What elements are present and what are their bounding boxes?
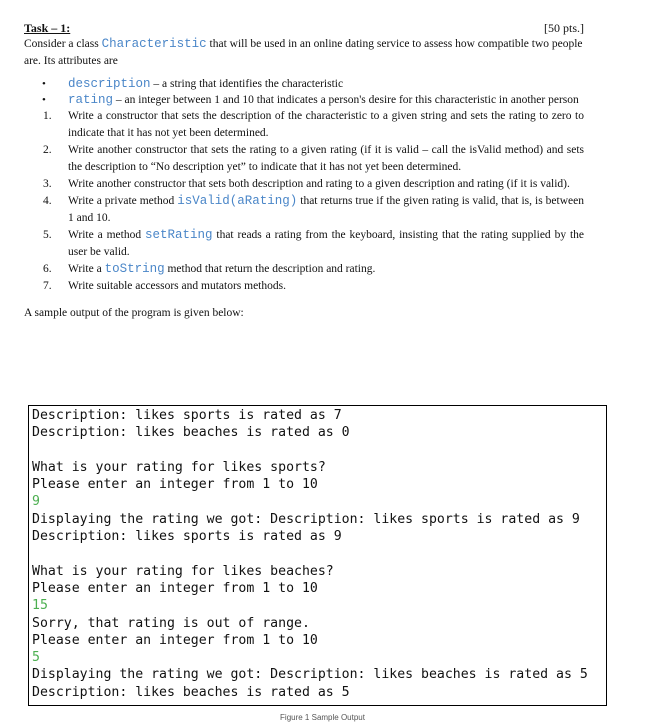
step-text: Write suitable accessors and mutators methods.: [68, 280, 286, 292]
attribute-name: rating: [68, 93, 114, 107]
step-number: 5.: [43, 229, 52, 241]
console-line: Please enter an integer from 1 to 10: [32, 632, 318, 648]
console-user-input: 5: [32, 650, 40, 666]
attribute-list: [24, 76, 584, 108]
console-line: Description: likes sports is rated as 9: [32, 529, 342, 545]
step-text-pre: Write a: [68, 263, 105, 275]
attribute-description: – a string that identifies the characteristic: [150, 78, 344, 90]
task-header: [24, 20, 584, 36]
console-line: What is your rating for likes beaches?: [32, 563, 334, 579]
figure-caption: Figure 1 Sample Output: [280, 713, 365, 722]
attribute-item: [24, 92, 584, 108]
step-text-post: that returns true if the given rating is valid, that is, is between 1 and 10.: [68, 195, 584, 224]
step-code: setRating: [144, 228, 213, 242]
step-item: [24, 193, 584, 227]
console-line: What is your rating for likes sports?: [32, 459, 326, 475]
step-number: 6.: [43, 263, 52, 275]
console-user-input: 9: [32, 494, 40, 510]
console-line: [32, 545, 606, 562]
class-name: Characteristic: [101, 37, 207, 51]
console-line: Description: likes beaches is rated as 5: [32, 684, 350, 700]
step-text: Write a constructor that sets the description of the characteristic to a given string and sets the rating to zero to indicate that it has not yet been determined.: [68, 110, 584, 139]
console-line: Displaying the rating we got: Description: likes sports is rated as 9: [32, 511, 580, 527]
step-number: 7.: [43, 280, 52, 292]
step-item: [24, 142, 584, 176]
attribute-item: [24, 76, 584, 92]
intro-text-2: that will be used in an online dating service to assess how compatible two people are. Its attributes are: [24, 38, 583, 67]
step-list: [24, 108, 584, 295]
console-line: Displaying the rating we got: Description: likes beaches is rated as 5: [32, 667, 588, 683]
step-code: isValid(aRating): [177, 194, 298, 208]
step-item: [24, 108, 584, 142]
step-item: [24, 176, 584, 193]
step-item: [24, 227, 584, 261]
step-number: 3.: [43, 178, 52, 190]
step-code: toString: [104, 262, 165, 276]
console-user-input: 15: [32, 598, 48, 614]
step-text-post: method that return the description and rating.: [164, 263, 376, 275]
console-line: [32, 442, 606, 459]
step-text: Write another constructor that sets the rating to a given rating (if it is valid – call the isValid method) and sets the description to “No description yet” to indicate that it has not yet been determined.: [68, 144, 584, 173]
step-number: 2.: [43, 144, 52, 156]
bullet-icon: •: [42, 94, 46, 106]
task-title: Task – 1:: [24, 21, 71, 35]
step-text-pre: Write a method: [68, 229, 145, 241]
attribute-name: description: [68, 77, 151, 91]
sample-note: A sample output of the program is given below:: [24, 307, 244, 319]
intro-paragraph: [24, 36, 584, 70]
step-item: [24, 261, 584, 278]
console-line: Please enter an integer from 1 to 10: [32, 477, 318, 493]
attribute-description: – an integer between 1 and 10 that indicates a person's desire for this characteristic in another person: [113, 94, 579, 106]
step-text-post: that reads a rating from the keyboard, insisting that the rating supplied by the user be valid.: [68, 229, 584, 258]
step-number: 4.: [43, 195, 52, 207]
console-line: Please enter an integer from 1 to 10: [32, 580, 318, 596]
sample-output-console: [28, 405, 607, 706]
task-points: [50 pts.]: [544, 21, 584, 35]
console-line: Sorry, that rating is out of range.: [32, 615, 310, 631]
bullet-icon: •: [42, 78, 46, 90]
step-text-pre: Write a private method: [68, 195, 178, 207]
step-item: [24, 278, 584, 295]
console-line: Description: likes beaches is rated as 0: [32, 425, 350, 441]
step-number: 1.: [43, 110, 52, 122]
intro-text-1: Consider a class: [24, 38, 99, 50]
step-text: Write another constructor that sets both description and rating to a given description and rating (if it is valid).: [68, 178, 570, 190]
console-line: Description: likes sports is rated as 7: [32, 408, 342, 423]
task-page: [24, 20, 584, 322]
